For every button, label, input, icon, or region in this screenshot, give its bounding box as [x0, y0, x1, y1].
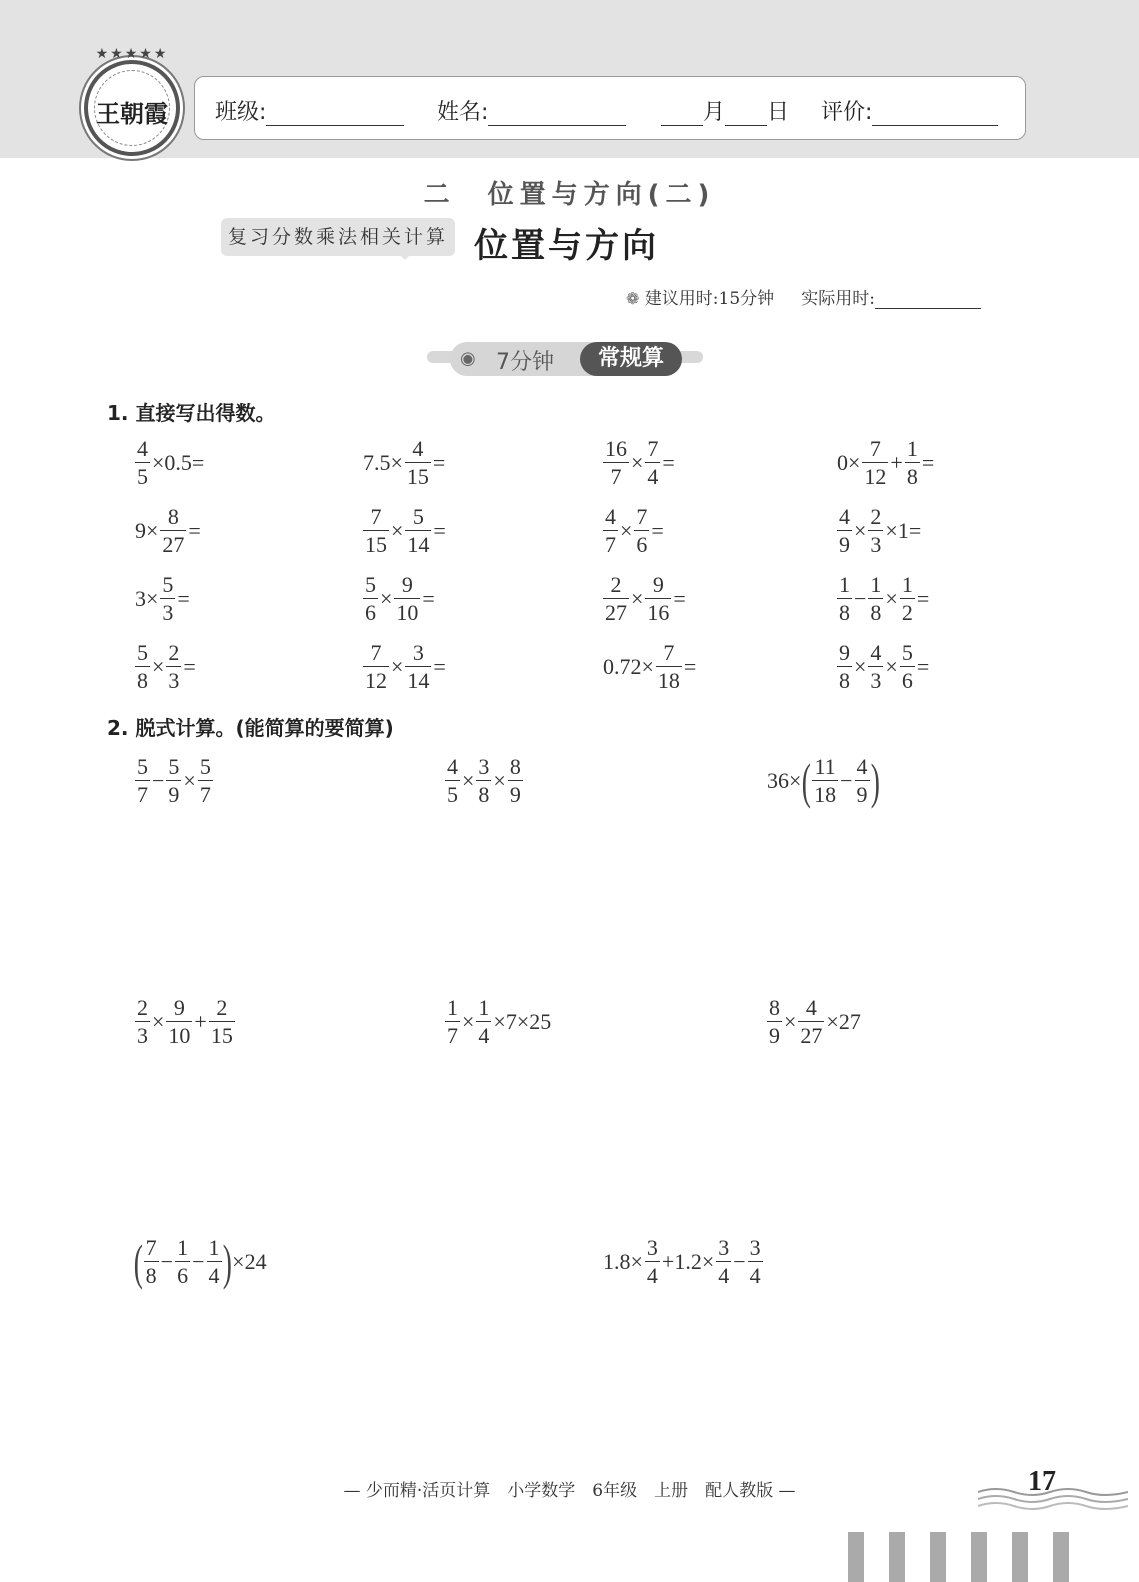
numerator: 5 [365, 572, 376, 597]
numerator: 2 [610, 572, 622, 597]
numerator: 3 [749, 1235, 761, 1260]
fraction [135, 996, 150, 1047]
fraction [166, 996, 192, 1047]
numerator: 4 [870, 640, 882, 665]
operator: × [391, 653, 404, 679]
leading-term: 0.72× [603, 653, 654, 679]
q1-item [602, 505, 665, 556]
leading-term: 7.5× [363, 449, 403, 475]
trailing-term: ×24 [232, 1248, 267, 1274]
numerator: 9 [173, 995, 185, 1020]
operator: × [462, 767, 475, 793]
q1-item [836, 573, 930, 624]
numerator: 4 [805, 995, 817, 1020]
operator: × [631, 585, 644, 611]
actual-time-blank[interactable] [875, 289, 981, 309]
operator: × [784, 1008, 797, 1034]
date-field [661, 95, 789, 126]
numerator: 1 [906, 436, 918, 461]
time-line [626, 284, 981, 309]
denominator: 8 [478, 782, 490, 808]
numerator: 3 [718, 1235, 730, 1260]
fraction [175, 1236, 190, 1287]
denominator: 27 [162, 532, 185, 558]
q2-item [444, 996, 552, 1047]
fraction [209, 996, 235, 1047]
fraction [868, 505, 883, 556]
fraction [767, 996, 782, 1047]
fraction [900, 573, 915, 624]
fraction [405, 437, 431, 488]
numerator: 4 [447, 754, 458, 779]
class-blank[interactable] [266, 100, 404, 126]
footer-text: — 少而精·活页计算 小学数学 6年级 上册 配人教版 — [343, 1481, 796, 1501]
denominator: 7 [605, 532, 616, 558]
denominator: 5 [137, 464, 148, 490]
denominator: 8 [906, 464, 918, 490]
numerator: 1 [478, 995, 490, 1020]
fraction [837, 573, 852, 624]
fraction [837, 641, 852, 692]
q2-item [134, 755, 214, 806]
fraction [394, 573, 420, 624]
operator: × [854, 517, 867, 543]
operator: − [854, 585, 867, 611]
numerator: 2 [870, 504, 882, 529]
fraction [868, 573, 883, 624]
numerator: 4 [412, 436, 424, 461]
page-title: 位置与方向 [474, 226, 659, 266]
q1-item [134, 437, 205, 488]
q1-item [836, 437, 935, 488]
denominator: 8 [839, 600, 850, 626]
q1-item [362, 641, 447, 692]
numerator: 2 [137, 995, 148, 1020]
operator: + [194, 1008, 207, 1034]
denominator: 15 [365, 532, 387, 558]
name-field [437, 95, 626, 126]
trailing-term: = [188, 517, 201, 543]
operator: × [631, 449, 644, 475]
brand-logo [84, 46, 180, 156]
fraction [363, 505, 389, 556]
numerator: 9 [652, 572, 664, 597]
denominator: 15 [210, 1023, 233, 1049]
trailing-term: = [432, 449, 446, 475]
operator: − [192, 1248, 205, 1274]
fraction [603, 505, 618, 556]
denominator: 6 [901, 668, 913, 694]
denominator: 14 [407, 668, 430, 694]
fraction [603, 573, 629, 624]
q1-item [134, 573, 191, 624]
trailing-term: = [433, 517, 446, 543]
fraction [135, 437, 150, 488]
numerator: 3 [412, 640, 424, 665]
right-paren: ) [222, 1233, 232, 1290]
fraction [135, 755, 150, 806]
denominator: 3 [162, 600, 174, 626]
operator: × [152, 1008, 165, 1034]
numerator: 7 [370, 504, 382, 529]
q1-item [362, 437, 446, 488]
operator: × [152, 653, 165, 679]
numerator: 7 [647, 436, 659, 461]
fraction [160, 505, 186, 556]
denominator: 12 [365, 668, 387, 694]
timer-badge: 常规算 [580, 342, 682, 376]
denominator: 27 [800, 1023, 823, 1049]
unit-title: 二 位置与方向(二) [423, 180, 716, 210]
trailing-term: = [177, 585, 190, 611]
denominator: 3 [870, 668, 882, 694]
fraction [855, 755, 870, 806]
numerator: 8 [509, 754, 521, 779]
left-paren: ( [802, 752, 812, 809]
q2-item [133, 1233, 268, 1290]
fraction [135, 641, 150, 692]
trailing-term: = [433, 653, 446, 679]
operator: × [885, 653, 898, 679]
eval-blank[interactable] [872, 100, 998, 126]
topic-tag: 复习分数乘法相关计算 [221, 218, 455, 256]
class-field [215, 95, 404, 126]
denominator: 9 [856, 782, 868, 808]
numerator: 1 [839, 572, 850, 597]
trailing-term: = [673, 585, 686, 611]
numerator: 1 [447, 995, 458, 1020]
denominator: 3 [137, 1023, 148, 1049]
q1-item [602, 573, 687, 624]
question-2-title: 2. 脱式计算。(能简算的要简算) [107, 716, 394, 740]
denominator: 4 [478, 1023, 490, 1049]
numerator: 5 [168, 754, 180, 779]
numerator: 2 [168, 640, 180, 665]
denominator: 9 [769, 1023, 780, 1049]
denominator: 10 [396, 600, 419, 626]
denominator: 3 [870, 532, 882, 558]
trailing-term: ×1= [885, 517, 922, 543]
denominator: 12 [864, 464, 887, 490]
q1-item [134, 505, 202, 556]
q1-item [836, 641, 930, 692]
fraction [748, 1236, 763, 1287]
gear-icon: ❁ [626, 289, 640, 308]
fraction [656, 641, 682, 692]
leading-term: 1.8× [603, 1248, 643, 1274]
denominator: 10 [168, 1023, 191, 1049]
student-info-box [194, 76, 1026, 140]
fraction [207, 1236, 222, 1287]
q1-item [362, 505, 447, 556]
q2-item [602, 1236, 764, 1287]
operator: × [854, 653, 867, 679]
fraction [798, 996, 824, 1047]
numerator: 4 [856, 754, 868, 779]
denominator: 9 [509, 782, 521, 808]
denominator: 4 [718, 1263, 730, 1289]
numerator: 8 [769, 995, 780, 1020]
fraction [868, 641, 883, 692]
denominator: 8 [839, 668, 850, 694]
q1-item [836, 505, 922, 556]
denominator: 6 [636, 532, 648, 558]
trailing-term: = [921, 449, 935, 475]
denominator: 7 [603, 462, 629, 488]
suggested-time: 建议用时:15分钟 [644, 289, 775, 309]
fraction [634, 505, 649, 556]
operator: − [160, 1248, 174, 1274]
fraction [508, 755, 523, 806]
numerator: 16 [605, 436, 627, 461]
stars-icon: ★★★★★ [95, 46, 169, 62]
numerator: 5 [901, 640, 913, 665]
q2-item [766, 996, 862, 1047]
numerator: 7 [869, 436, 881, 461]
denominator: 9 [839, 532, 850, 558]
denominator: 4 [208, 1263, 220, 1289]
denominator: 6 [365, 600, 376, 626]
fraction [166, 755, 181, 806]
operator: × [620, 517, 633, 543]
denominator: 9 [168, 782, 180, 808]
operator: × [493, 767, 506, 793]
denominator: 5 [447, 782, 458, 808]
denominator: 3 [168, 668, 180, 694]
month-label: 月 [703, 100, 726, 125]
denominator: 8 [145, 1263, 157, 1289]
fraction [862, 437, 888, 488]
numerator: 5 [137, 754, 148, 779]
numerator: 2 [216, 995, 228, 1020]
denominator: 7 [447, 1023, 458, 1049]
operator: × [462, 1008, 475, 1034]
denominator: 15 [406, 464, 429, 490]
numerator: 3 [478, 754, 490, 779]
left-paren: ( [133, 1233, 143, 1290]
operator: × [183, 767, 196, 793]
fraction [405, 505, 431, 556]
edge-stripes [848, 1532, 1069, 1582]
numerator: 4 [605, 504, 616, 529]
fraction [405, 641, 431, 692]
wave-decoration [978, 1486, 1128, 1514]
numerator: 5 [412, 504, 424, 529]
numerator: 1 [870, 572, 882, 597]
eval-label: 评价: [821, 100, 873, 125]
operator: − [152, 767, 165, 793]
fraction [445, 996, 460, 1047]
page-number: 17 [1028, 1466, 1056, 1497]
fraction [363, 573, 378, 624]
operator: +1.2× [661, 1248, 715, 1274]
question-1-title: 1. 直接写出得数。 [107, 401, 276, 425]
fraction [603, 437, 629, 488]
denominator: 7 [137, 782, 148, 808]
medal-icon: ◉ [460, 348, 476, 369]
operator: × [391, 517, 404, 543]
fraction [476, 996, 491, 1047]
numerator: 7 [663, 640, 675, 665]
fraction [645, 573, 671, 624]
leading-term: 0× [837, 449, 861, 475]
fraction [166, 641, 181, 692]
logo-text: 王朝霞 [96, 99, 168, 128]
operator: × [885, 585, 898, 611]
trailing-term: = [916, 585, 930, 611]
leading-term: 9× [135, 517, 159, 543]
numerator: 4 [839, 504, 850, 529]
numerator: 9 [839, 640, 850, 665]
denominator: 14 [407, 532, 430, 558]
numerator: 5 [199, 754, 211, 779]
leading-term: 36× [767, 767, 802, 793]
name-label: 姓名: [437, 100, 489, 125]
denominator: 4 [749, 1263, 761, 1289]
day-label: 日 [767, 100, 790, 125]
numerator: 7 [145, 1235, 157, 1260]
denominator: 4 [647, 464, 659, 490]
denominator: 7 [199, 782, 211, 808]
numerator: 1 [901, 572, 913, 597]
numerator: 11 [814, 754, 836, 779]
fraction [645, 437, 660, 488]
trailing-term: = [662, 449, 675, 475]
q1-item [134, 641, 197, 692]
leading-term: 3× [135, 585, 159, 611]
numerator: 9 [401, 572, 413, 597]
trailing-term: ×7×25 [493, 1008, 552, 1034]
denominator: 8 [137, 668, 148, 694]
denominator: 2 [901, 600, 913, 626]
q2-item [444, 755, 524, 806]
fraction [812, 755, 838, 806]
denominator: 16 [647, 600, 670, 626]
numerator: 5 [137, 640, 148, 665]
q2-item [766, 752, 880, 809]
fraction [144, 1236, 159, 1287]
numerator: 5 [162, 572, 174, 597]
trailing-term: = [183, 653, 196, 679]
trailing-term: ×27 [826, 1008, 861, 1034]
trailing-term: = [683, 653, 697, 679]
denominator: 4 [646, 1263, 658, 1289]
numerator: 8 [167, 504, 179, 529]
eval-field [821, 95, 998, 126]
q1-item [602, 437, 676, 488]
numerator: 3 [646, 1235, 658, 1260]
trailing-term: ×0.5= [152, 449, 205, 475]
operator: × [380, 585, 393, 611]
month-blank[interactable] [661, 100, 703, 126]
fraction [476, 755, 491, 806]
q1-item [602, 641, 697, 692]
denominator: 18 [814, 782, 837, 808]
numerator: 4 [137, 436, 148, 461]
fraction [905, 437, 920, 488]
denominator: 27 [605, 600, 627, 626]
operator: + [890, 449, 903, 475]
day-blank[interactable] [725, 100, 767, 126]
fraction [645, 1236, 660, 1287]
fraction [363, 641, 389, 692]
operator: − [840, 767, 853, 793]
numerator: 7 [370, 640, 382, 665]
actual-time-label: 实际用时: [801, 289, 875, 309]
denominator: 6 [177, 1263, 189, 1289]
name-blank[interactable] [488, 100, 626, 126]
q1-item [362, 573, 436, 624]
timer-minutes: 7分钟 [496, 350, 554, 375]
trailing-term: = [916, 653, 930, 679]
fraction [445, 755, 460, 806]
numerator: 7 [636, 504, 648, 529]
trailing-term: = [422, 585, 435, 611]
fraction [160, 573, 175, 624]
operator: − [733, 1248, 746, 1274]
fraction [198, 755, 213, 806]
q2-item [134, 996, 236, 1047]
class-label: 班级: [215, 100, 267, 125]
numerator: 1 [208, 1235, 220, 1260]
denominator: 8 [870, 600, 882, 626]
trailing-term: = [651, 517, 664, 543]
fraction [837, 505, 852, 556]
right-paren: ) [870, 752, 880, 809]
fraction [716, 1236, 731, 1287]
fraction [900, 641, 915, 692]
denominator: 18 [657, 668, 680, 694]
numerator: 1 [177, 1235, 189, 1260]
